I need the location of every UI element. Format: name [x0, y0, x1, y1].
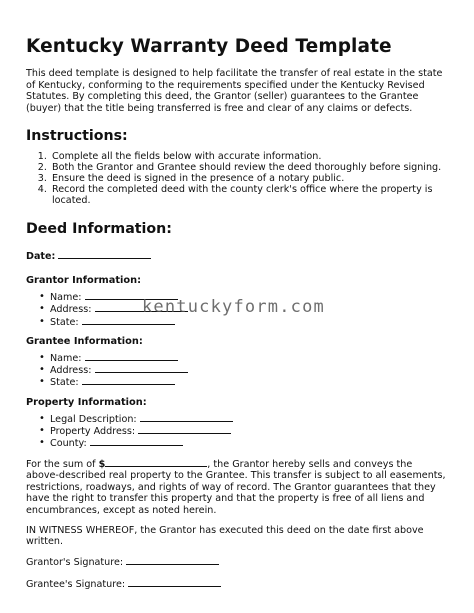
- page-title: Kentucky Warranty Deed Template: [26, 36, 392, 57]
- grantor-name-field[interactable]: [85, 291, 178, 300]
- field-label: Legal Description:: [50, 413, 137, 425]
- date-label: Date:: [26, 251, 56, 263]
- grantee-signature-field[interactable]: [128, 578, 221, 587]
- grantor-fields: [26, 291, 448, 328]
- field-label: Address:: [50, 304, 92, 316]
- grantor-state-field[interactable]: [82, 316, 175, 325]
- county-field[interactable]: [90, 437, 183, 446]
- grantee-address-field[interactable]: [95, 364, 188, 373]
- intro-paragraph: This deed template is designed to help facilitate the transfer of real estate in the state of Kentucky, conforming to the requirements specified under the Kentucky Revised Statutes. By completing this deed, the Grantor (seller) guarantees to the Grantee (buyer) that the title being transferred is free and clear of any claims or defects.: [26, 68, 443, 114]
- property-address-field[interactable]: [138, 425, 231, 434]
- grantor-signature-field[interactable]: [126, 556, 219, 565]
- currency-symbol: $: [98, 458, 106, 470]
- field-label: Address:: [50, 365, 92, 377]
- property-address-item: [50, 425, 448, 437]
- grantor-state-item: [50, 316, 448, 328]
- instruction-item: 4. Record the completed deed with the county clerk's office where the property is located.: [50, 184, 448, 206]
- conveyance-paragraph: [26, 458, 448, 517]
- conveyance-text: , the Grantor hereby sells and conveys the above-described real property to the Grantee. This transfer is subject to all easements, restrictions, roadways, and rights of way of record. The Grantor guarantees that they have the right to transfer this property and that the property is free of all liens and encumbrances, except as noted herein.: [26, 458, 446, 517]
- field-label: State:: [50, 377, 79, 389]
- sum-field[interactable]: [105, 458, 207, 467]
- instructions-heading: Instructions:: [26, 128, 128, 145]
- deed-information-heading: Deed Information:: [26, 221, 172, 238]
- date-field[interactable]: [58, 250, 151, 259]
- field-label: Name:: [50, 352, 82, 364]
- grantor-address-field[interactable]: [95, 303, 188, 312]
- field-label: County:: [50, 438, 87, 450]
- property-fields: [26, 413, 448, 450]
- grantee-state-item: [50, 376, 448, 388]
- grantor-heading: Grantor Information:: [26, 274, 142, 286]
- instructions-list: [26, 151, 448, 206]
- county-item: [50, 437, 448, 449]
- grantee-state-field[interactable]: [82, 376, 175, 385]
- legal-description-field[interactable]: [140, 413, 233, 422]
- grantor-address-item: [50, 303, 448, 315]
- watermark: kentuckyform.com: [142, 297, 325, 317]
- instruction-item: 1. Complete all the fields below with accurate information.: [50, 151, 448, 162]
- grantor-signature-line: [26, 556, 448, 569]
- grantee-signature-line: [26, 578, 448, 591]
- instruction-item: 3. Ensure the deed is signed in the presence of a notary public.: [50, 173, 448, 184]
- grantor-name-item: [50, 291, 448, 303]
- grantee-signature-label: Grantee's Signature:: [26, 579, 126, 591]
- instruction-item: 2. Both the Grantor and Grantee should review the deed thoroughly before signing.: [50, 162, 448, 173]
- field-label: Name:: [50, 291, 82, 303]
- property-heading: Property Information:: [26, 396, 147, 408]
- grantee-name-field[interactable]: [85, 352, 178, 361]
- grantor-signature-label: Grantor's Signature:: [26, 556, 124, 568]
- date-line: [26, 250, 448, 263]
- grantee-fields: [26, 352, 448, 389]
- grantee-name-item: [50, 352, 448, 364]
- grantee-heading: Grantee Information:: [26, 335, 143, 347]
- legal-description-item: [50, 413, 448, 425]
- field-label: Property Address:: [50, 426, 136, 438]
- grantee-address-item: [50, 364, 448, 376]
- field-label: State:: [50, 316, 79, 328]
- witness-paragraph: IN WITNESS WHEREOF, the Grantor has executed this deed on the date first above written.: [26, 524, 424, 548]
- sum-prefix: For the sum of: [26, 458, 99, 470]
